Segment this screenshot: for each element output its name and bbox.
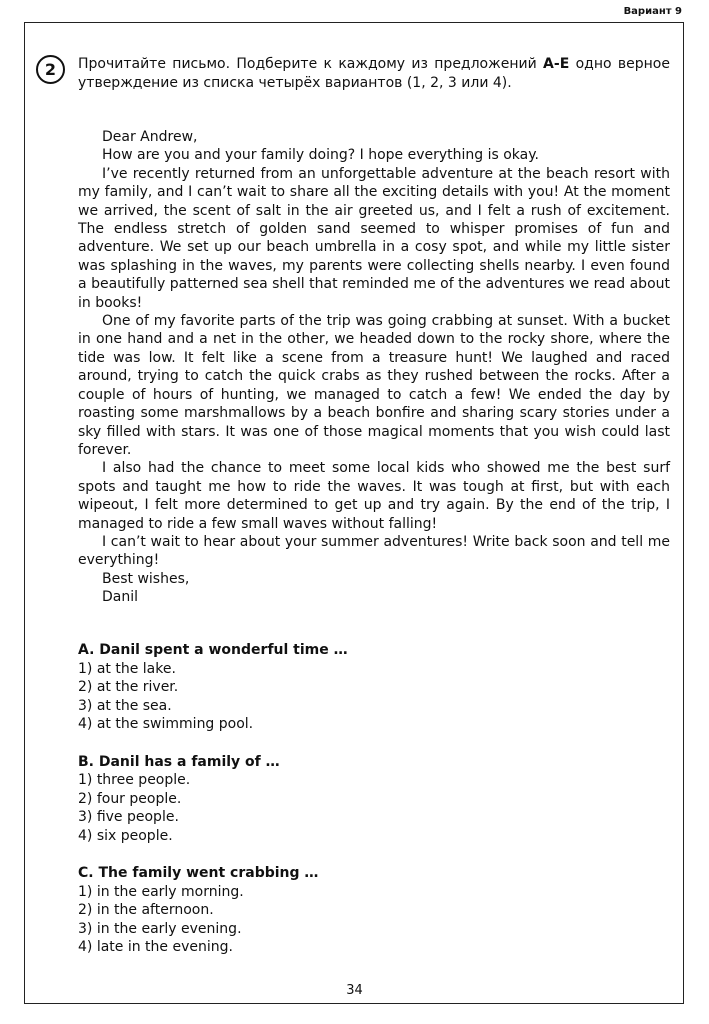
answer-option: 2) in the afternoon. xyxy=(78,902,214,918)
letter-body xyxy=(78,128,670,607)
answer-option: 1) at the lake. xyxy=(78,660,176,677)
answer-option: 3) in the early evening. xyxy=(78,920,242,937)
letter-paragraph-4: I also had the chance to meet some local kids who showed me the best surf spots and taught me how to ride the waves. It was tough at first, but with each wipeout, I felt more determined to get up and try again. By the end of the trip, I managed to ride a few small waves without falling! xyxy=(78,460,670,532)
questions-list xyxy=(78,641,670,976)
question-a xyxy=(78,641,670,734)
letter-signature: Danil xyxy=(102,589,139,606)
letter-paragraph-2: I’ve recently returned from an unforgettable adventure at the beach resort with my family, and I can’t wait to share all the exciting details with you! At the moment we arrived, the scent of salt in the air greeted us, and I felt a rush of excitement. The endless stretch of golden sand seemed to whisper promises of fun and adventure. We set up our beach umbrella in a cosy spot, and while my little sister was splashing in the waves, my parents were collecting shells nearby. I even found a beautifully patterned sea shell that reminded me of the adventures we read about in books! xyxy=(78,165,670,311)
page-number: 34 xyxy=(346,983,363,998)
letter-paragraph-3: One of my favorite parts of the trip was going crabbing at sunset. With a bucket in one hand and a net in the other, we headed down to the rocky shore, where the tide was low. It felt like a scene from a treasure hunt! We laughed and raced around, trying to catch the quick crabs as they rushed between the rocks. After a couple of hours of hunting, we managed to catch a few! We ended the day by roasting some marshmallows by a beach bonfire and sharing scary stories under a sky filled with stars. It was one of those magical moments that you wish could last forever. xyxy=(78,313,670,458)
question-b xyxy=(78,753,670,846)
letter-paragraph-5: I can’t wait to hear about your summer adventures! Write back soon and tell me everything! xyxy=(78,533,670,569)
answer-option: 2) four people. xyxy=(78,790,182,807)
answer-option: 4) late in the evening. xyxy=(78,939,233,955)
answer-option: 3) at the sea. xyxy=(78,697,172,714)
question-title: C. The family went crabbing … xyxy=(78,865,319,881)
task-number-badge: 2 xyxy=(36,55,65,84)
question-c xyxy=(78,864,670,957)
answer-option: 4) six people. xyxy=(78,827,173,844)
answer-option: 1) in the early morning. xyxy=(78,883,244,900)
variant-label: Вариант 9 xyxy=(623,6,682,17)
instruction-text-end: одно верное утверждение из списка четырёх вариантов (1, 2, 3 или 4). xyxy=(78,56,670,91)
answer-option: 4) at the swimming pool. xyxy=(78,716,254,732)
instruction-text-start: Прочитайте письмо. Подберите к каждому из предложений xyxy=(78,56,544,72)
question-title: B. Danil has a family of … xyxy=(78,753,280,770)
task-instruction xyxy=(78,55,670,92)
letter-greeting: Dear Andrew, xyxy=(102,129,198,145)
answer-option: 3) five people. xyxy=(78,809,179,825)
answer-option: 1) three people. xyxy=(78,772,191,788)
letter-paragraph-1: How are you and your family doing? I hope everything is okay. xyxy=(102,147,539,164)
answer-option: 2) at the river. xyxy=(78,679,179,695)
letter-closing: Best wishes, xyxy=(102,570,190,587)
instruction-bold-range: A-E xyxy=(543,56,570,72)
question-title: A. Danil spent a wonderful time … xyxy=(78,642,348,658)
